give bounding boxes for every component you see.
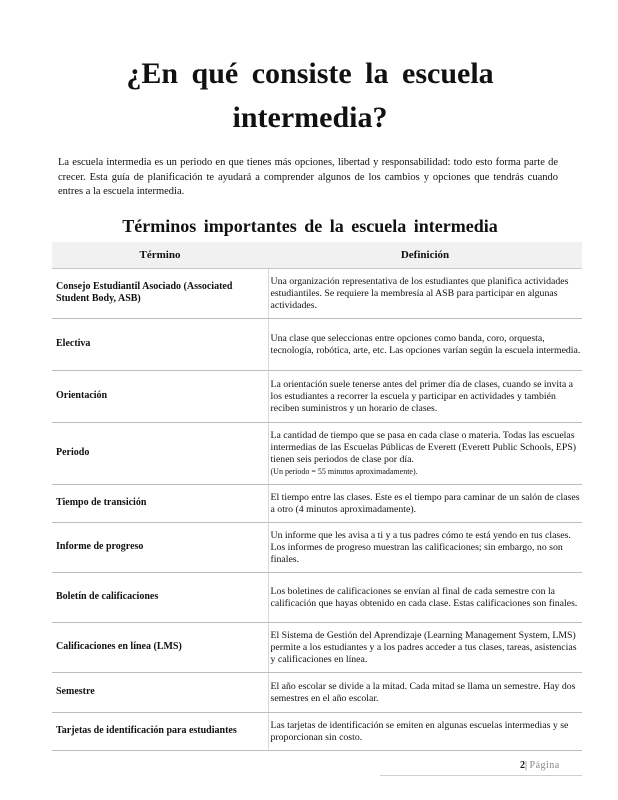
- definition-text: La cantidad de tiempo que se pasa en cada clase o materia. Todas las escuelas intermedias de las Escuelas Públicas de Everett (Everett Public Schools, EPS) tienen seis periodos de clase por día.: [270, 429, 577, 465]
- page-title-line-2: intermedia?: [232, 101, 388, 134]
- definition-text: El tiempo entre las clases. Este es el tiempo para caminar de un salón de clases a otro (4 minutos aproximadamente).: [270, 491, 580, 515]
- term-cell: Informe de progreso: [52, 522, 268, 572]
- definition-cell: [268, 370, 582, 422]
- table-row: [52, 370, 582, 422]
- definition-cell: [268, 484, 582, 522]
- definition-cell: [268, 622, 582, 672]
- term-cell: Electiva: [52, 318, 268, 370]
- term-cell: Orientación: [52, 370, 268, 422]
- definition-note: (Un periodo = 55 minutos aproximadamente).: [270, 466, 418, 476]
- footer-separator: |: [525, 760, 528, 771]
- definition-text: Las tarjetas de identificación se emiten en algunas escuelas intermedias y se proporcionan sin costo.: [270, 719, 569, 743]
- header-term: Término: [52, 242, 268, 268]
- table-row: [52, 484, 582, 522]
- table-row: [52, 712, 582, 750]
- table-row: [52, 622, 582, 672]
- header-definition: Definición: [268, 242, 582, 268]
- table-row: [52, 422, 582, 484]
- table-row: [52, 522, 582, 572]
- definition-text: Los boletines de calificaciones se envían al final de cada semestre con la calificación que hayas obtenido en cada clase. Estas calificaciones son finales.: [270, 585, 578, 609]
- definition-cell: [268, 422, 582, 484]
- definition-text: El año escolar se divide a la mitad. Cada mitad se llama un semestre. Hay dos semestres en el año escolar.: [270, 680, 576, 704]
- definition-text: La orientación suele tenerse antes del primer día de clases, cuando se invita a los estudiantes a recorrer la escuela y participar en actividades y también reciben suministros y un horario de clases.: [270, 378, 573, 414]
- table-row: [52, 572, 582, 622]
- table-header-row: [52, 242, 582, 268]
- section-title: Términos importantes de la escuela intermedia: [122, 216, 498, 236]
- definition-cell: [268, 318, 582, 370]
- definition-cell: [268, 712, 582, 750]
- definition-text: Una organización representativa de los estudiantes que planifica actividades estudiantiles. Se requiere la membresía al ASB para participar en algunas actividades.: [270, 275, 569, 311]
- intro-paragraph: La escuela intermedia es un periodo en que tienes más opciones, libertad y responsabilidad: todo esto forma parte de crecer. Esta guía de planificación te ayudará a comprender algunos de los cambios y opciones que tendrás cuando entres a la escuela intermedia.: [58, 157, 558, 197]
- table-row: [52, 672, 582, 712]
- term-cell: Consejo Estudiantil Asociado (Associated Student Body, ASB): [52, 268, 268, 318]
- term-cell: Tarjetas de identificación para estudiantes: [52, 712, 268, 750]
- term-cell: Boletín de calificaciones: [52, 572, 268, 622]
- term-cell: Tiempo de transición: [52, 484, 268, 522]
- page-title: [40, 52, 580, 140]
- definition-text: Una clase que seleccionas entre opciones como banda, coro, orquesta, tecnología, robótica, arte, etc. Las opciones varían según la escuela intermedia.: [270, 332, 581, 356]
- terms-table: [52, 242, 582, 751]
- term-cell: Calificaciones en línea (LMS): [52, 622, 268, 672]
- page-footer: [520, 760, 560, 771]
- page-number: 2: [520, 760, 525, 771]
- definition-cell: [268, 572, 582, 622]
- definition-text: El Sistema de Gestión del Aprendizaje (Learning Management System, LMS) permite a los estudiantes y a los padres acceder a tus clases, tareas, asistencias y calificaciones en línea.: [270, 629, 577, 665]
- table-row: [52, 318, 582, 370]
- footer-divider: [380, 775, 582, 776]
- table-row: [52, 268, 582, 318]
- definition-cell: [268, 268, 582, 318]
- definition-text: Un informe que les avisa a ti y a tus padres cómo te está yendo en tus clases. Los informes de progreso muestran las calificaciones; sin embargo, no son finales.: [270, 529, 571, 565]
- term-cell: Periodo: [52, 422, 268, 484]
- term-cell: Semestre: [52, 672, 268, 712]
- definition-cell: [268, 522, 582, 572]
- definition-cell: [268, 672, 582, 712]
- page-word: Página: [529, 760, 560, 771]
- page-title-line-1: ¿En qué consiste la escuela: [126, 57, 494, 90]
